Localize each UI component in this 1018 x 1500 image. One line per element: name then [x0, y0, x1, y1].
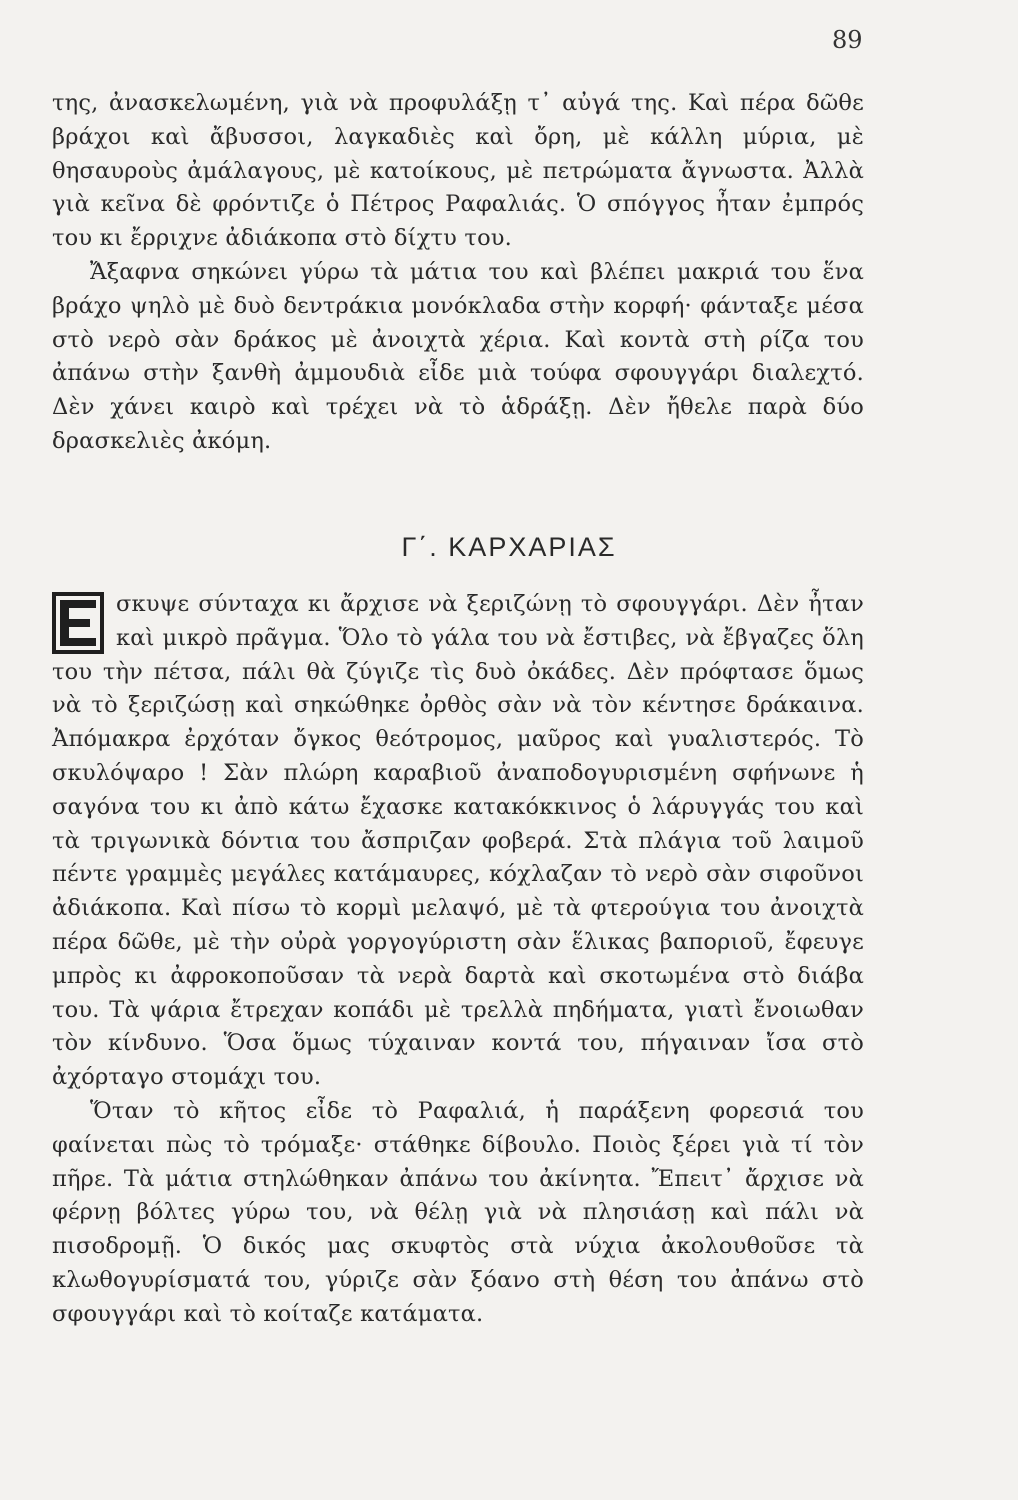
- chapter-heading: Γ΄. ΚΑΡΧΑΡΙΑΣ: [401, 532, 617, 562]
- paragraph-1: της, ἀνασκελωμένη, γιὰ νὰ προφυλάξῃ τ᾿ αὐγά της. Καὶ πέρα δῶθε βράχοι καὶ ἄβυσσοι, λαγκαδιὲς καὶ ὄρη, μὲ κάλλη μύρια, μὲ θησαυροὺς ἀμάλαγους, μὲ κατοίκους, μὲ πετρώματα ἄγνωστα. Ἀλλὰ γιὰ κεῖνα δὲ φρόντιζε ὁ Πέτρος Ραφαλιάς. Ὁ σπόγγος ἦταν ἐμπρός του κι ἔρριχνε ἀδιάκοπα στὸ δίχτυ του.: [52, 90, 864, 252]
- paragraph-3-text: σκυψε σύνταχα κι ἄρχισε νὰ ξεριζώνῃ τὸ σφουγγάρι. Δὲν ἦταν καὶ μικρὸ πρᾶγμα. Ὅλο τὸ γάλα του νὰ ἔστιβες, νὰ ἔβγαζες ὅλη του τὴν πέτσα, πάλι θὰ ζύγιζε τὶς δυὸ ὀκάδες. Δὲν πρόφτασε ὅμως νὰ τὸ ξεριζώσῃ καὶ σηκώθηκε ὀρθὸς σὰν νὰ τὸν κέντησε δράκαινα. Ἀπόμακρα ἐρχόταν ὄγκος θεότρομος, μαῦρος καὶ γυαλιστερός. Τὸ σκυλόψαρο ! Σὰν πλώρη καραβιοῦ ἀναποδογυρισμένη σφήνωνε ἡ σαγόνα του κι ἀπὸ κάτω ἔχασκε κατακόκκινος ὁ λάρυγγάς του καὶ τὰ τριγωνικὰ δόντια του ἄσπριζαν φοβερά. Στὰ πλάγια τοῦ λαιμοῦ πέντε γραμμὲς μεγάλες κατάμαυρες, κόχλαζαν τὸ νερὸ σὰν σιφοῦνοι ἀδιάκοπα. Καὶ πίσω τὸ κορμὶ μελαψό, μὲ τὰ φτερούγια του ἀνοιχτὰ πέρα δῶθε, μὲ τὴν οὐρὰ γοργογύριστη σὰν ἕλικας βαποριοῦ, ἔφευγε μπρὸς κι ἀφροκοποῦσαν τὰ νερὰ δαρτὰ καὶ σκοτωμένα στὸ διάβα του. Τὰ ψάρια ἔτρεχαν κοπάδι μὲ τρελλὰ πηδήματα, γιατὶ ἔνοιωθαν τὸν κίνδυνο. Ὅσα ὅμως τύχαιναν κοντά του, πήγαιναν ἴσα στὸ ἀχόρταγο στομάχι του.: [52, 591, 864, 1091]
- page-number: 89: [832, 26, 863, 54]
- paragraph-3: [52, 588, 864, 1095]
- drop-cap-glyph: [52, 592, 104, 654]
- drop-cap-letter: [52, 592, 104, 654]
- section-text-lower: [52, 588, 864, 1332]
- paragraph-4: Ὅταν τὸ κῆτος εἶδε τὸ Ραφαλιά, ἡ παράξενη φορεσιά του φαίνεται πὼς τὸ τρόμαξε· στάθηκε δίβουλο. Ποιὸς ξέρει γιὰ τί τὸν πῆρε. Τὰ μάτια στηλώθηκαν ἀπάνω του ἀκίνητα. Ἔπειτ᾿ ἄρχισε νὰ φέρνῃ βόλτες γύρω του, νὰ θέλῃ γιὰ νὰ πλησιάσῃ καὶ πάλι νὰ πισοδρομῇ. Ὁ δικός μας σκυφτὸς στὰ νύχια ἀκολουθοῦσε τὰ κλωθογυρίσματά του, γύριζε σὰν ξόανο στὴ θέση του ἀπάνω στὸ σφουγγάρι καὶ τὸ κοίταζε κατάματα.: [52, 1097, 864, 1327]
- section-text-upper: [52, 87, 864, 459]
- paragraph-2: Ἄξαφνα σηκώνει γύρω τὰ μάτια του καὶ βλέπει μακριά του ἕνα βράχο ψηλὸ μὲ δυὸ δεντράκια μονόκλαδα στὴν κορφή· φάνταξε μέσα στὸ νερὸ σὰν δράκος μὲ ἀνοιχτὰ χέρια. Καὶ κοντὰ στὴ ρίζα του ἀπάνω στὴν ξανθὴ ἀμμουδιὰ εἶδε μιὰ τούφα σφουγγάρι διαλεχτό. Δὲν χάνει καιρὸ καὶ τρέχει νὰ τὸ ἁδράξῃ. Δὲν ἤθελε παρὰ δύο δρασκελιὲς ἀκόμη.: [52, 258, 864, 454]
